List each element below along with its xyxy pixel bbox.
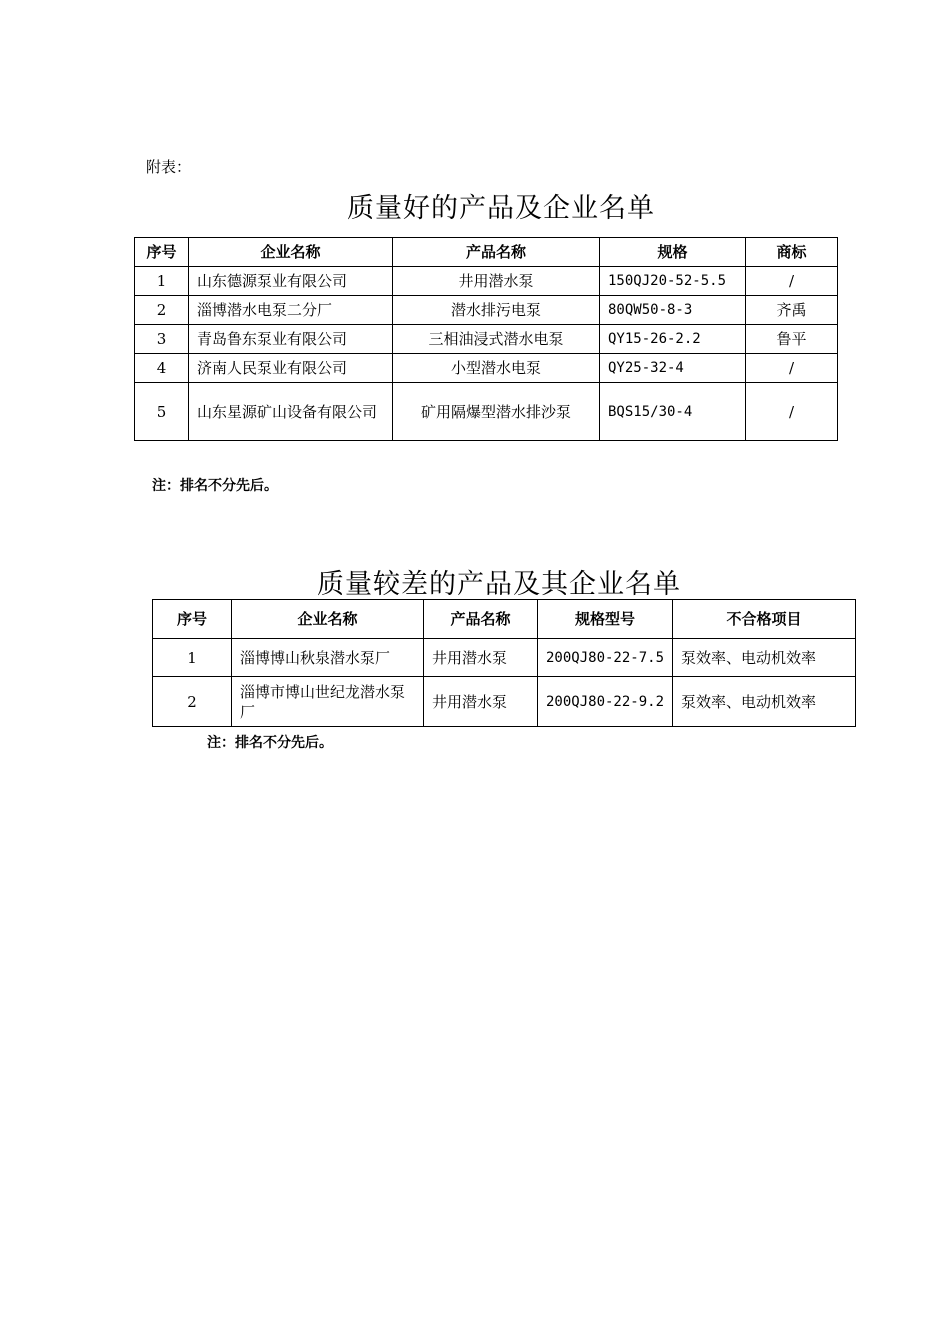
appendix-label: 附表： — [146, 158, 192, 176]
cell-product: 三相油浸式潜水电泵 — [393, 325, 600, 354]
cell-brand: 齐禹 — [746, 296, 838, 325]
cell-company: 淄博博山秋泉潜水泵厂 — [232, 639, 424, 677]
cell-company: 淄博潜水电泵二分厂 — [189, 296, 393, 325]
table-row — [135, 296, 838, 325]
table-row — [135, 325, 838, 354]
cell-spec: 80QW50-8-3 — [600, 296, 746, 325]
cell-index: 2 — [135, 296, 189, 325]
cell-product: 潜水排污电泵 — [393, 296, 600, 325]
good-products-table — [134, 237, 838, 441]
cell-product: 小型潜水电泵 — [393, 354, 600, 383]
cell-index: 1 — [135, 267, 189, 296]
table-row — [135, 267, 838, 296]
table-row — [135, 354, 838, 383]
table-row — [135, 383, 838, 441]
poor-products-title: 质量较差的产品及其企业名单 — [317, 569, 681, 600]
header-spec: 规格 — [600, 238, 746, 267]
good-products-title: 质量好的产品及企业名单 — [347, 193, 655, 224]
cell-spec: BQS15/30-4 — [600, 383, 746, 441]
table-row — [153, 639, 856, 677]
header-product: 产品名称 — [393, 238, 600, 267]
cell-failed-items: 泵效率、电动机效率 — [673, 639, 856, 677]
header-company: 企业名称 — [189, 238, 393, 267]
cell-index: 4 — [135, 354, 189, 383]
cell-product: 井用潜水泵 — [424, 639, 538, 677]
header-index: 序号 — [153, 600, 232, 639]
cell-brand: / — [746, 267, 838, 296]
cell-spec-model: 200QJ80-22-9.2 — [538, 677, 673, 727]
table-row — [153, 677, 856, 727]
cell-brand: / — [746, 354, 838, 383]
header-product: 产品名称 — [424, 600, 538, 639]
poor-table-note: 注：排名不分先后。 — [207, 735, 333, 751]
cell-company: 青岛鲁东泵业有限公司 — [189, 325, 393, 354]
table-header-row — [135, 238, 838, 267]
cell-index: 1 — [153, 639, 232, 677]
cell-index: 2 — [153, 677, 232, 727]
cell-company: 济南人民泵业有限公司 — [189, 354, 393, 383]
cell-product: 井用潜水泵 — [393, 267, 600, 296]
header-brand: 商标 — [746, 238, 838, 267]
header-index: 序号 — [135, 238, 189, 267]
table-header-row — [153, 600, 856, 639]
cell-product: 井用潜水泵 — [424, 677, 538, 727]
cell-brand: / — [746, 383, 838, 441]
header-spec-model: 规格型号 — [538, 600, 673, 639]
cell-spec: QY15-26-2.2 — [600, 325, 746, 354]
good-table-note: 注：排名不分先后。 — [152, 478, 278, 494]
cell-company: 山东德源泵业有限公司 — [189, 267, 393, 296]
header-company: 企业名称 — [232, 600, 424, 639]
poor-products-table — [152, 599, 856, 727]
cell-spec: QY25-32-4 — [600, 354, 746, 383]
cell-company: 山东星源矿山设备有限公司 — [189, 383, 393, 441]
header-failed-items: 不合格项目 — [673, 600, 856, 639]
cell-product: 矿用隔爆型潜水排沙泵 — [393, 383, 600, 441]
cell-index: 3 — [135, 325, 189, 354]
cell-spec: 150QJ20-52-5.5 — [600, 267, 746, 296]
cell-failed-items: 泵效率、电动机效率 — [673, 677, 856, 727]
cell-company: 淄博市博山世纪龙潜水泵厂 — [232, 677, 424, 727]
cell-brand: 鲁平 — [746, 325, 838, 354]
cell-spec-model: 200QJ80-22-7.5 — [538, 639, 673, 677]
cell-index: 5 — [135, 383, 189, 441]
